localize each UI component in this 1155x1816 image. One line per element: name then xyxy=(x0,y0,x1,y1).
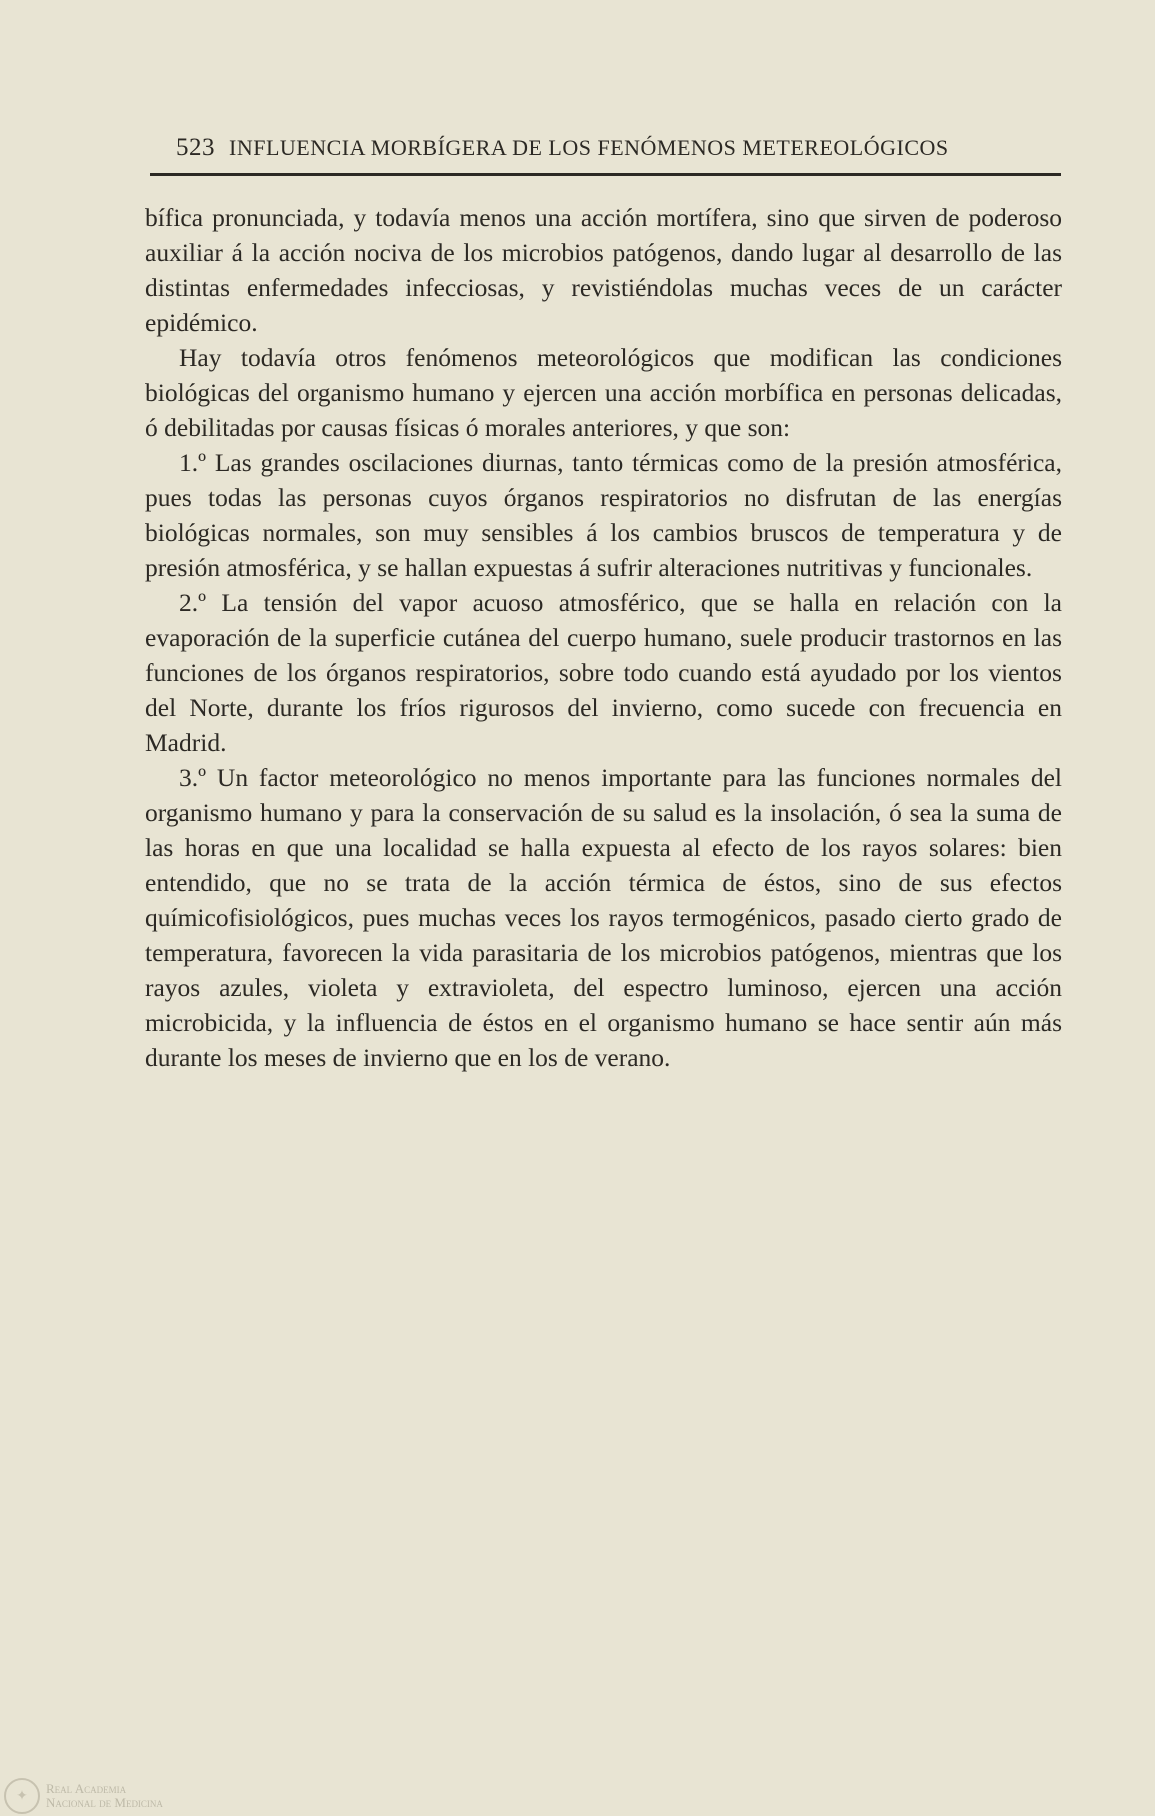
header-rule xyxy=(150,173,1061,176)
watermark-line-1: Real Academia xyxy=(46,1781,127,1796)
body-text xyxy=(145,200,1062,1075)
running-title: INFLUENCIA MORBÍGERA DE LOS FENÓMENOS METEREOLÓGICOS xyxy=(229,135,949,160)
running-header xyxy=(176,134,1062,162)
paragraph-continuation: bífica pronunciada, y todavía menos una acción mortífera, sino que sirven de poderoso auxiliar á la acción nociva de los microbios patógenos, dando lugar al desarrollo de las distintas enfermedades infecciosas, y revistiéndolas muchas veces de un carácter epidémico. xyxy=(145,203,1062,337)
watermark-text xyxy=(46,1782,163,1810)
paragraph-item-3: 3.º Un factor meteorológico no menos importante para las funciones normales del organismo humano y para la conservación de su salud es la insolación, ó sea la suma de las horas en que una localidad se halla expuesta al efecto de los rayos solares: bien entendido, que no se trata de la acción térmica de éstos, sino de sus efectos químicofisiológicos, pues muchas veces los rayos termogénicos, pasado cierto grado de temperatura, favorecen la vida parasitaria de los microbios patógenos, mientras que los rayos azules, violeta y extravioleta, del espectro luminoso, ejercen una acción microbicida, y la influencia de éstos en el organismo humano se hace sentir aún más durante los meses de invierno que en los de verano. xyxy=(145,763,1062,1072)
paragraph-item-2: 2.º La tensión del vapor acuoso atmosférico, que se halla en relación con la evaporación de la superficie cutánea del cuerpo humano, suele producir trastornos en las funciones de los órganos respiratorios, sobre todo cuando está ayudado por los vientos del Norte, durante los fríos rigurosos del invierno, como sucede con frecuencia en Madrid. xyxy=(145,588,1062,757)
page-number: 523 xyxy=(176,134,215,161)
paragraph-item-1: 1.º Las grandes oscilaciones diurnas, tanto térmicas como de la presión atmosférica, pues todas las personas cuyos órganos respiratorios no disfrutan de las energías biológicas normales, son muy sensibles á los cambios bruscos de temperatura y de presión atmosférica, y se hallan expuestas á sufrir alteraciones nutritivas y funcionales. xyxy=(145,448,1062,582)
seal-icon: ✦ xyxy=(4,1778,40,1814)
watermark-line-2: Nacional de Medicina xyxy=(46,1795,163,1810)
library-watermark xyxy=(4,1778,163,1814)
paragraph-intro: Hay todavía otros fenómenos meteorológicos que modifican las condiciones biológicas del organismo humano y ejercen una acción morbífica en personas delicadas, ó debilitadas por causas físicas ó morales anteriores, y que son: xyxy=(145,343,1062,442)
